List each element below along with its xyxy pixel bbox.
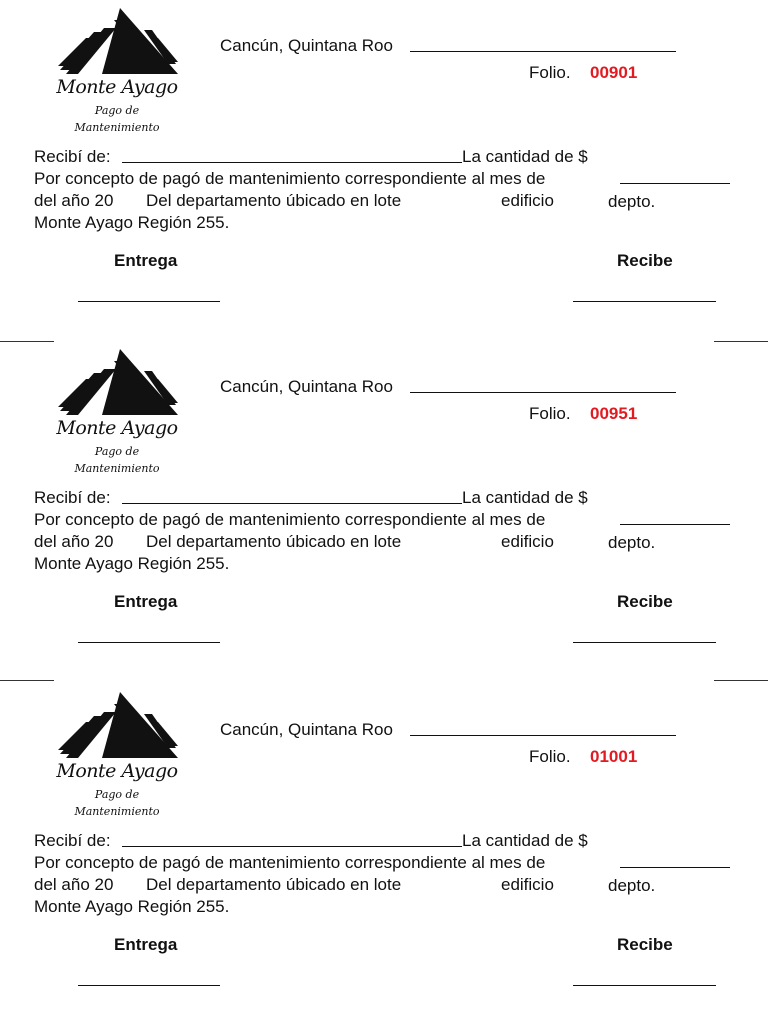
month-line[interactable] <box>620 867 730 868</box>
logo-brand-text: Monte Ayago <box>56 76 178 98</box>
amount-label: La cantidad de $ <box>462 488 588 507</box>
received-from-label: Recibí de: <box>34 147 111 166</box>
logo-brand-text: Monte Ayago <box>56 760 178 782</box>
location-text: Cancún, Quintana Roo <box>220 36 393 55</box>
received-from-line[interactable] <box>122 162 462 163</box>
cut-mark-right-1 <box>714 341 768 342</box>
folio-number: 01001 <box>590 747 638 766</box>
logo-subtitle-2: Mantenimiento <box>74 462 160 475</box>
receipt-3 <box>0 684 768 1026</box>
folio-label: Folio. <box>529 63 571 82</box>
department-text: Del departamento úbicado en lote <box>146 532 402 551</box>
year-label: del año 20 <box>34 875 114 894</box>
location-text: Cancún, Quintana Roo <box>220 720 393 739</box>
concept-text: Por concepto de pagó de mantenimiento correspondiente al mes de <box>34 510 546 529</box>
year-label: del año 20 <box>34 191 114 210</box>
folio-number: 00951 <box>590 404 638 423</box>
monte-ayago-logo <box>52 349 184 479</box>
year-label: del año 20 <box>34 532 114 551</box>
deliver-label: Entrega <box>114 935 178 954</box>
deliver-label: Entrega <box>114 592 178 611</box>
department-text: Del departamento úbicado en lote <box>146 875 402 894</box>
receive-signature-line[interactable] <box>573 985 716 986</box>
folio-label: Folio. <box>529 404 571 423</box>
logo-subtitle-2: Mantenimiento <box>74 121 160 134</box>
mountain-icon <box>58 349 178 415</box>
amount-label: La cantidad de $ <box>462 147 588 166</box>
receive-label: Recibe <box>617 251 673 270</box>
deliver-signature-line[interactable] <box>78 301 220 302</box>
region-text: Monte Ayago Región 255. <box>34 213 230 232</box>
receive-signature-line[interactable] <box>573 301 716 302</box>
receive-label: Recibe <box>617 592 673 611</box>
concept-text: Por concepto de pagó de mantenimiento correspondiente al mes de <box>34 169 546 188</box>
location-line <box>410 51 676 52</box>
building-label: edificio <box>501 875 554 894</box>
deliver-label: Entrega <box>114 251 178 270</box>
apartment-label: depto. <box>608 192 656 211</box>
month-line[interactable] <box>620 524 730 525</box>
receive-signature-line[interactable] <box>573 642 716 643</box>
cut-mark-left-2 <box>0 680 54 681</box>
receipt-1 <box>0 0 768 342</box>
logo-subtitle-1: Pago de <box>94 445 140 458</box>
received-from-label: Recibí de: <box>34 831 111 850</box>
apartment-label: depto. <box>608 876 656 895</box>
location-text: Cancún, Quintana Roo <box>220 377 393 396</box>
deliver-signature-line[interactable] <box>78 985 220 986</box>
department-text: Del departamento úbicado en lote <box>146 191 402 210</box>
month-line[interactable] <box>620 183 730 184</box>
received-from-label: Recibí de: <box>34 488 111 507</box>
amount-label: La cantidad de $ <box>462 831 588 850</box>
receive-label: Recibe <box>617 935 673 954</box>
mountain-icon <box>58 692 178 758</box>
logo-subtitle-1: Pago de <box>94 104 140 117</box>
folio-label: Folio. <box>529 747 571 766</box>
logo-brand-text: Monte Ayago <box>56 417 178 439</box>
receipt-2 <box>0 341 768 683</box>
logo-subtitle-1: Pago de <box>94 788 140 801</box>
logo-subtitle-2: Mantenimiento <box>74 805 160 818</box>
monte-ayago-logo <box>52 692 184 822</box>
received-from-line[interactable] <box>122 846 462 847</box>
monte-ayago-logo <box>52 8 184 138</box>
cut-mark-right-2 <box>714 680 768 681</box>
received-from-line[interactable] <box>122 503 462 504</box>
location-line <box>410 392 676 393</box>
cut-mark-left-1 <box>0 341 54 342</box>
region-text: Monte Ayago Región 255. <box>34 554 230 573</box>
concept-text: Por concepto de pagó de mantenimiento correspondiente al mes de <box>34 853 546 872</box>
deliver-signature-line[interactable] <box>78 642 220 643</box>
location-line <box>410 735 676 736</box>
region-text: Monte Ayago Región 255. <box>34 897 230 916</box>
folio-number: 00901 <box>590 63 638 82</box>
building-label: edificio <box>501 191 554 210</box>
apartment-label: depto. <box>608 533 656 552</box>
building-label: edificio <box>501 532 554 551</box>
mountain-icon <box>58 8 178 74</box>
